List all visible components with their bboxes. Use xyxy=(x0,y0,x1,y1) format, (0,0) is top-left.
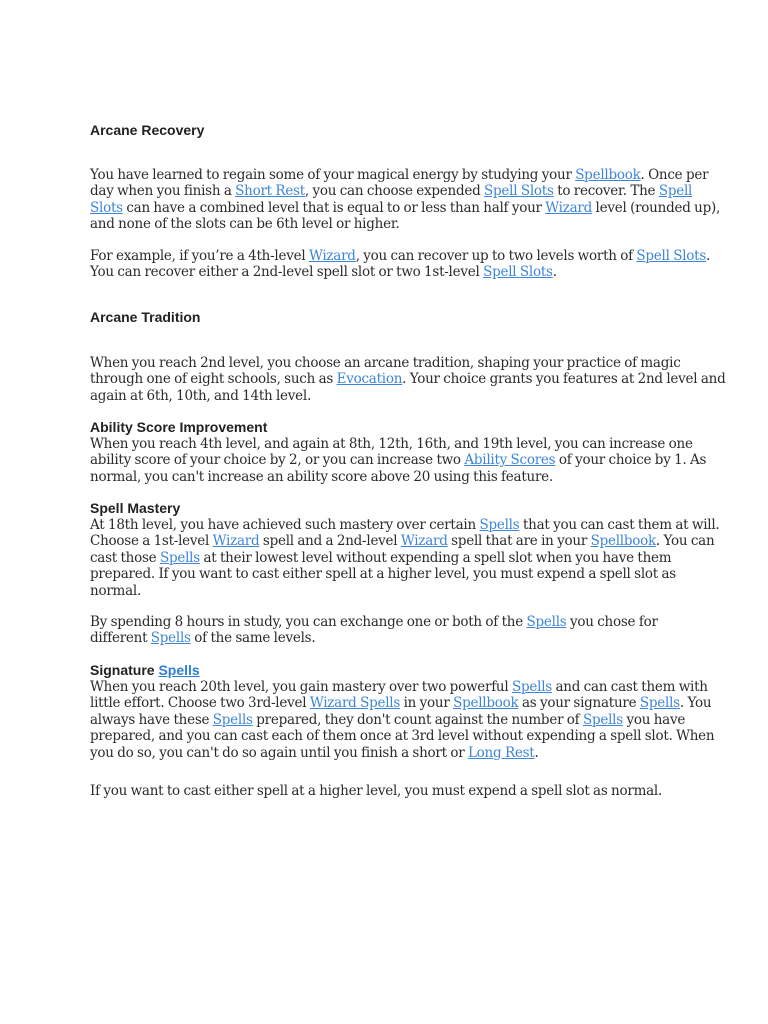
text-line xyxy=(90,745,682,761)
text-run: prepared. If you want to cast either spell at a higher level, you must expend a spell slot as xyxy=(90,566,676,583)
wizard-spells-link[interactable]: Wizard Spells xyxy=(309,695,401,712)
heading-text: Signature xyxy=(90,662,159,678)
text-run: , you can recover up to two levels worth of xyxy=(355,248,637,264)
text-run: day when you finish a xyxy=(90,183,236,200)
spellbook-link[interactable]: Spellbook xyxy=(575,167,641,183)
text-run: to recover. The xyxy=(553,183,659,200)
wizard-link[interactable]: Wizard xyxy=(545,199,593,216)
spells-link[interactable]: Spells xyxy=(526,614,567,630)
spells-link[interactable]: Spells xyxy=(159,549,200,566)
text-run: you chose for xyxy=(566,614,658,630)
text-run: again at 6th, 10th, and 14th level. xyxy=(90,387,312,404)
section-paragraph xyxy=(90,614,682,647)
slots-link[interactable]: Slots xyxy=(90,199,123,216)
text-line xyxy=(90,388,682,404)
text-run: cast those xyxy=(90,549,160,566)
evocation-link[interactable]: Evocation xyxy=(336,371,403,388)
wizard-link[interactable]: Wizard xyxy=(212,533,260,550)
section-paragraph xyxy=(90,167,721,233)
text-run: . Once per xyxy=(640,167,709,183)
spell-slots-link[interactable]: Spell Slots xyxy=(484,183,554,200)
text-run: You can recover either a 2nd-level spell slot or two 1st-level xyxy=(90,264,484,281)
text-line xyxy=(90,783,682,799)
text-line xyxy=(90,517,720,533)
text-run: If you want to cast either spell at a higher level, you must expend a spell slot as normal. xyxy=(90,783,663,799)
text-run: little effort. Choose two 3rd-level xyxy=(90,695,310,712)
section-heading-spell-mastery: Spell Mastery xyxy=(90,500,181,516)
spells-link[interactable]: Spells xyxy=(512,679,552,695)
section-heading-ability-score-improvement: Ability Score Improvement xyxy=(90,419,268,435)
text-run: prepared, and you can cast each of them once at 3rd level without expending a spell slot. When xyxy=(90,728,715,745)
text-line xyxy=(90,248,711,264)
text-line xyxy=(90,630,682,646)
text-run: ability score of your choice by 2, or you can increase two xyxy=(90,452,465,469)
text-run: . You can xyxy=(655,533,715,550)
spells-link[interactable]: Spells xyxy=(158,662,200,678)
text-run: You have learned to regain some of your magical energy by studying your xyxy=(90,167,576,183)
text-run: . xyxy=(706,248,711,264)
spells-link[interactable]: Spells xyxy=(150,630,191,647)
text-run: as your signature xyxy=(518,695,640,712)
text-run: you do so, you can't do so again until you finish a short or xyxy=(90,744,468,761)
long-rest-link[interactable]: Long Rest xyxy=(467,744,535,761)
spell-slots-link[interactable]: Spell Slots xyxy=(483,264,553,281)
text-line xyxy=(90,679,708,695)
section-heading-signature-spells xyxy=(90,661,200,679)
text-run: When you reach 2nd level, you choose an arcane tradition, shaping your practice of magic xyxy=(90,355,681,371)
spell-link[interactable]: Spell xyxy=(658,183,693,200)
spellbook-link[interactable]: Spellbook xyxy=(453,695,519,712)
ability-scores-link[interactable]: Ability Scores xyxy=(464,452,556,469)
spell-slots-link[interactable]: Spell Slots xyxy=(636,248,707,264)
text-run: of your choice by 1. As xyxy=(555,452,707,469)
text-run: and can cast them with xyxy=(551,679,708,695)
text-run: and none of the slots can be 6th level or higher. xyxy=(90,216,400,233)
section-heading-arcane-recovery: Arcane Recovery xyxy=(90,122,205,138)
text-run: different xyxy=(90,630,151,647)
text-line xyxy=(90,436,693,452)
text-line xyxy=(90,469,682,485)
text-line xyxy=(90,216,682,232)
text-run: . You xyxy=(679,695,712,712)
text-line xyxy=(90,614,682,630)
text-line xyxy=(90,695,712,712)
section-paragraph xyxy=(90,517,720,599)
text-line xyxy=(90,452,707,469)
text-run: spell and a 2nd-level xyxy=(259,533,401,550)
text-run: in your xyxy=(400,695,454,712)
text-line xyxy=(90,533,715,550)
text-line xyxy=(90,199,721,216)
wizard-link[interactable]: Wizard xyxy=(400,533,448,550)
text-run: . xyxy=(534,744,539,761)
text-run: spell that are in your xyxy=(447,533,591,550)
text-run: When you reach 4th level, and again at 8th, 12th, 16th, and 19th level, you can increase one xyxy=(90,436,693,452)
text-run: At 18th level, you have achieved such mastery over certain xyxy=(90,517,480,533)
text-line xyxy=(90,167,709,183)
section-paragraph xyxy=(90,679,715,761)
text-run: When you reach 20th level, you gain mastery over two powerful xyxy=(90,679,512,695)
spells-link[interactable]: Spells xyxy=(479,517,520,533)
text-run: always have these xyxy=(90,711,213,728)
text-line xyxy=(90,371,726,388)
text-line xyxy=(90,183,693,200)
text-run: that you can cast them at will. xyxy=(519,517,720,533)
text-line xyxy=(90,550,682,566)
text-line xyxy=(90,728,715,745)
spells-link[interactable]: Spells xyxy=(582,711,623,728)
text-run: through one of eight schools, such as xyxy=(90,371,337,388)
section-paragraph xyxy=(90,436,707,485)
text-run: level (rounded up), xyxy=(592,199,721,216)
text-run: . Your choice grants you features at 2nd level and xyxy=(402,371,726,388)
text-run: of the same levels. xyxy=(190,630,316,647)
text-run: normal. xyxy=(90,582,141,599)
text-line xyxy=(90,566,682,582)
spellbook-link[interactable]: Spellbook xyxy=(590,533,656,550)
text-run: can have a combined level that is equal to or less than half your xyxy=(122,199,546,216)
spells-link[interactable]: Spells xyxy=(639,695,680,712)
text-line xyxy=(90,355,682,371)
text-line xyxy=(90,583,682,599)
section-paragraph xyxy=(90,783,682,799)
text-run: at their lowest level without expending a spell slot when you have them xyxy=(199,549,672,566)
section-heading-arcane-tradition: Arcane Tradition xyxy=(90,309,201,325)
text-line xyxy=(90,711,686,728)
text-run: By spending 8 hours in study, you can exchange one or both of the xyxy=(90,614,527,630)
spells-link[interactable]: Spells xyxy=(212,711,253,728)
text-run: . xyxy=(552,264,557,281)
text-run: Choose a 1st-level xyxy=(90,533,213,550)
wizard-link[interactable]: Wizard xyxy=(308,248,356,264)
text-run: normal, you can't increase an ability score above 20 using this feature. xyxy=(90,468,553,485)
text-line xyxy=(90,264,682,280)
text-run: prepared, they don't count against the number of xyxy=(252,711,583,728)
text-run: you have xyxy=(622,711,686,728)
section-paragraph xyxy=(90,355,726,404)
text-run: For example, if you’re a 4th-level xyxy=(90,248,309,264)
text-run: , you can choose expended xyxy=(304,183,485,200)
short-rest-link[interactable]: Short Rest xyxy=(235,183,305,200)
section-paragraph xyxy=(90,248,711,281)
